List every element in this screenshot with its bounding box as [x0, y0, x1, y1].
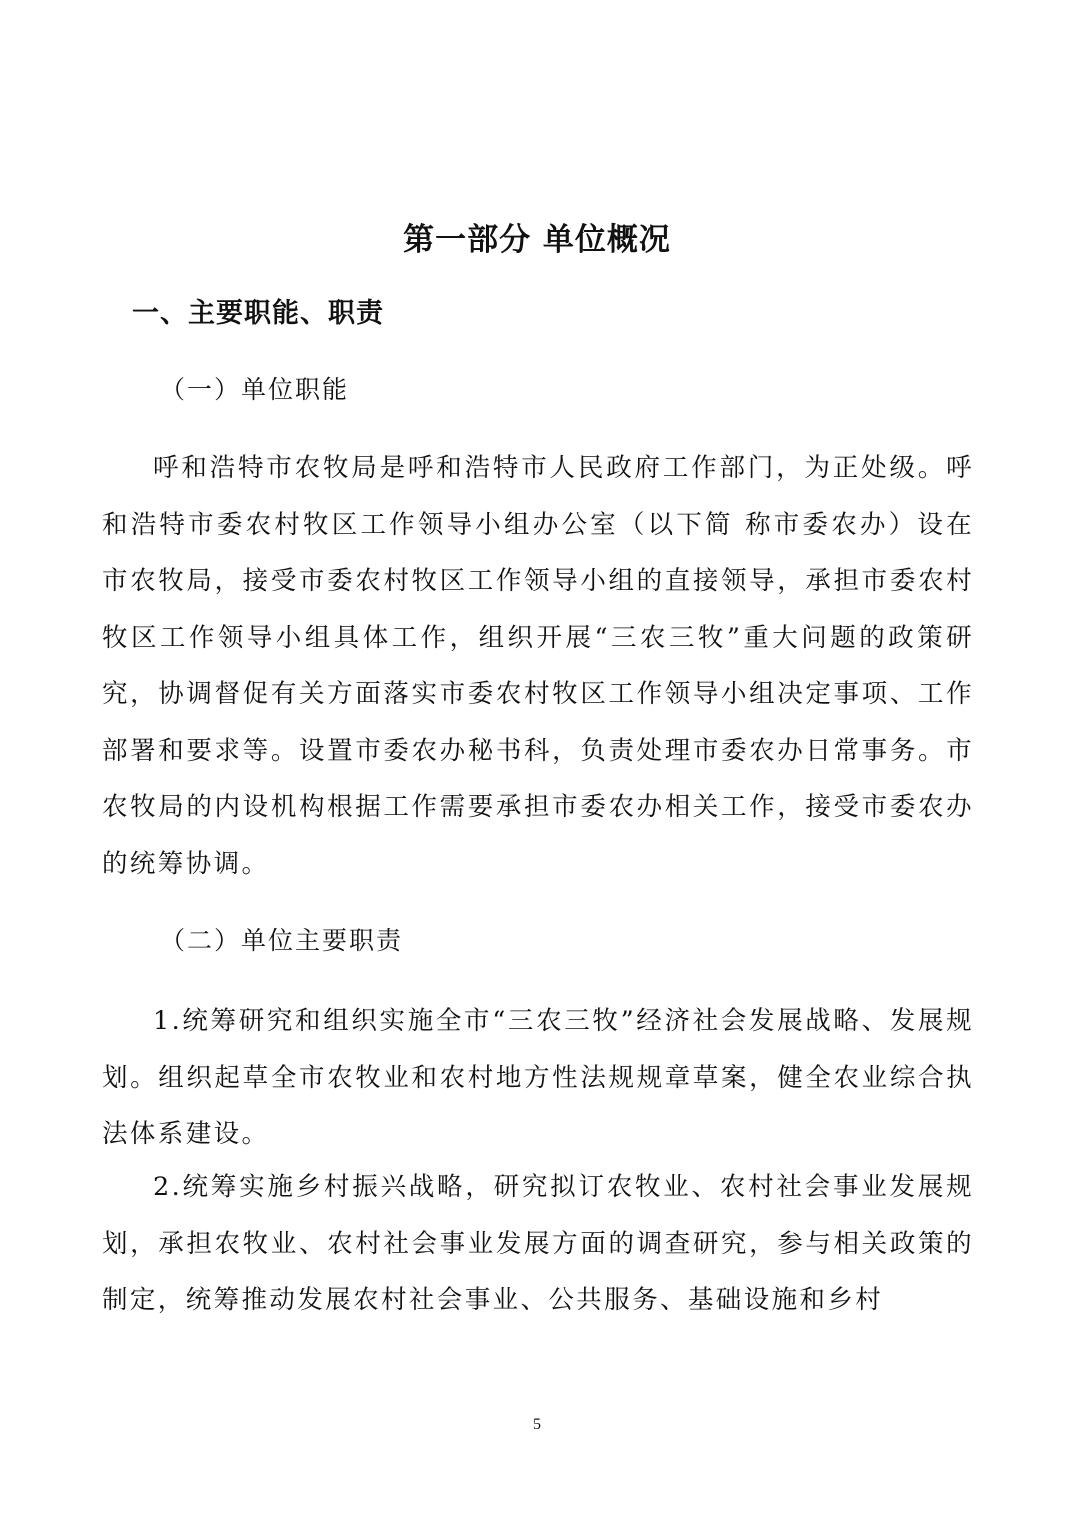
page-title: 第一部分 单位概况: [403, 222, 671, 258]
section-heading: 一、主要职能、职责: [132, 298, 384, 329]
subsection-heading-functions: （一）单位职能: [160, 375, 350, 404]
page-number: 5: [533, 1416, 541, 1433]
duty-item-2: 2.统筹实施乡村振兴战略，研究拟订农牧业、农村社会事业发展规划，承担农牧业、农村社会事业发展方面的调查研究，参与相关政策的制定，统筹推动发展农村社会事业、公共服务、基础设施和乡村: [102, 1172, 974, 1315]
duty-item-1: 1.统筹研究和组织实施全市“三农三牧”经济社会发展战略、发展规划。组织起草全市农牧业和农村地方性法规规章草案，健全农业综合执法体系建设。: [102, 1006, 974, 1149]
paragraph-unit-functions: 呼和浩特市农牧局是呼和浩特市人民政府工作部门，为正处级。呼和浩特市委农村牧区工作领导小组办公室（以下简 称市委农办）设在市农牧局，接受市委农村牧区工作领导小组的直接领导，承担市委农村牧区工作领导小组具体工作，组织开展“三农三牧”重大问题的政策研究，协调督促有关方面落实市委农村牧区工作领导小组决定事项、工作部署和要求等。设置市委农办秘书科，负责处理市委农办日常事务。市农牧局的内设机构根据工作需要承担市委农办相关工作，接受市委农办的统筹协调。: [102, 453, 974, 879]
subsection-heading-duties: （二）单位主要职责: [160, 926, 404, 955]
